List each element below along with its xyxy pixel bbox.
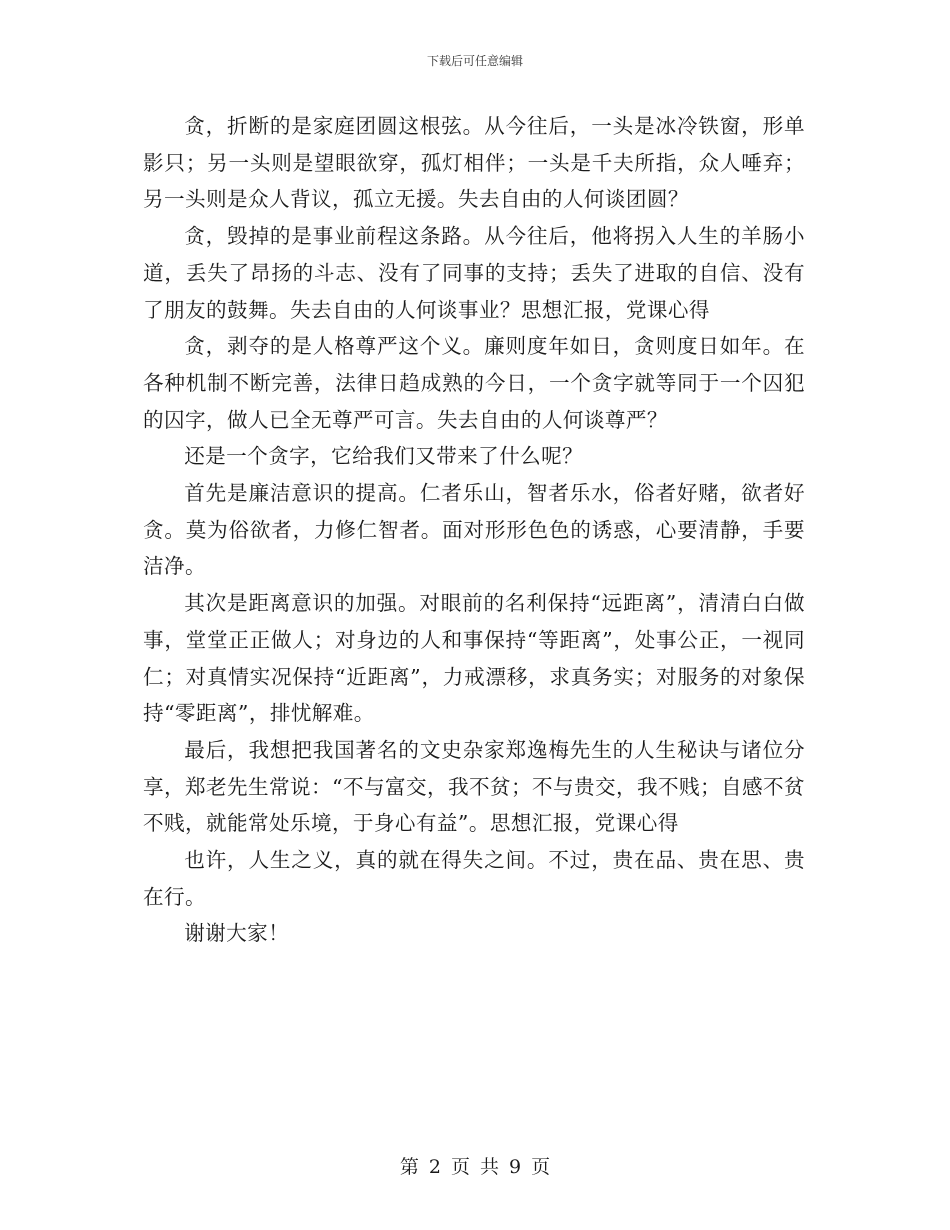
document-body [143,108,805,952]
paragraph: 贪，剥夺的是人格尊严这个义。廉则度年如日，贪则度日如年。在各种机制不断完善，法律日趋成熟的今日，一个贪字就等同于一个囚犯的囚字，做人已全无尊严可言。失去自由的人何谈尊严？ [143,334,805,432]
page-number-footer [0,1152,950,1179]
paragraph: 首先是廉洁意识的提高。仁者乐山，智者乐水，俗者好赌，欲者好贪。莫为俗欲者，力修仁智者。面对形形色色的诱惑，心要清静，手要洁净。 [143,481,805,579]
paragraph: 贪，折断的是家庭团圆这根弦。从今往后，一头是冰冷铁窗，形单影只；另一头则是望眼欲穿，孤灯相伴；一头是千夫所指，众人唾弃；另一头则是众人背议，孤立无援。失去自由的人何谈团圆？ [143,114,805,212]
paragraph: 还是一个贪字，它给我们又带来了什么呢？ [184,444,584,469]
paragraph: 贪，毁掉的是事业前程这条路。从今往后，他将拐入人生的羊肠小道，丢失了昂扬的斗志、没有了同事的支持；丢失了进取的自信、没有了朋友的鼓舞。失去自由的人何谈事业？思想汇报，党课心得 [143,224,805,322]
paragraph: 谢谢大家！ [184,921,290,946]
page-header: 下载后可任意编辑 [426,54,523,68]
paragraph: 也许，人生之义，真的就在得失之间。不过，贵在品、贵在思、贵在行。 [143,848,805,909]
paragraph: 最后，我想把我国著名的文史杂家郑逸梅先生的人生秘诀与诸位分享，郑老先生常说：“不与富交，我不贫；不与贵交，我不贱；自感不贫不贱，就能常处乐境，于身心有益”。思想汇报，党课心得 [143,737,805,836]
paragraph: 其次是距离意识的加强。对眼前的名利保持“远距离”，清清白白做事，堂堂正正做人；对身边的人和事保持“等距离”，处事公正，一视同仁；对真情实况保持“近距离”，力戒漂移，求真务实；对服务的对象保持“零距离”，排忧解难。 [143,591,805,726]
page-number-text: 第 2 页 共 9 页 [399,1156,551,1178]
